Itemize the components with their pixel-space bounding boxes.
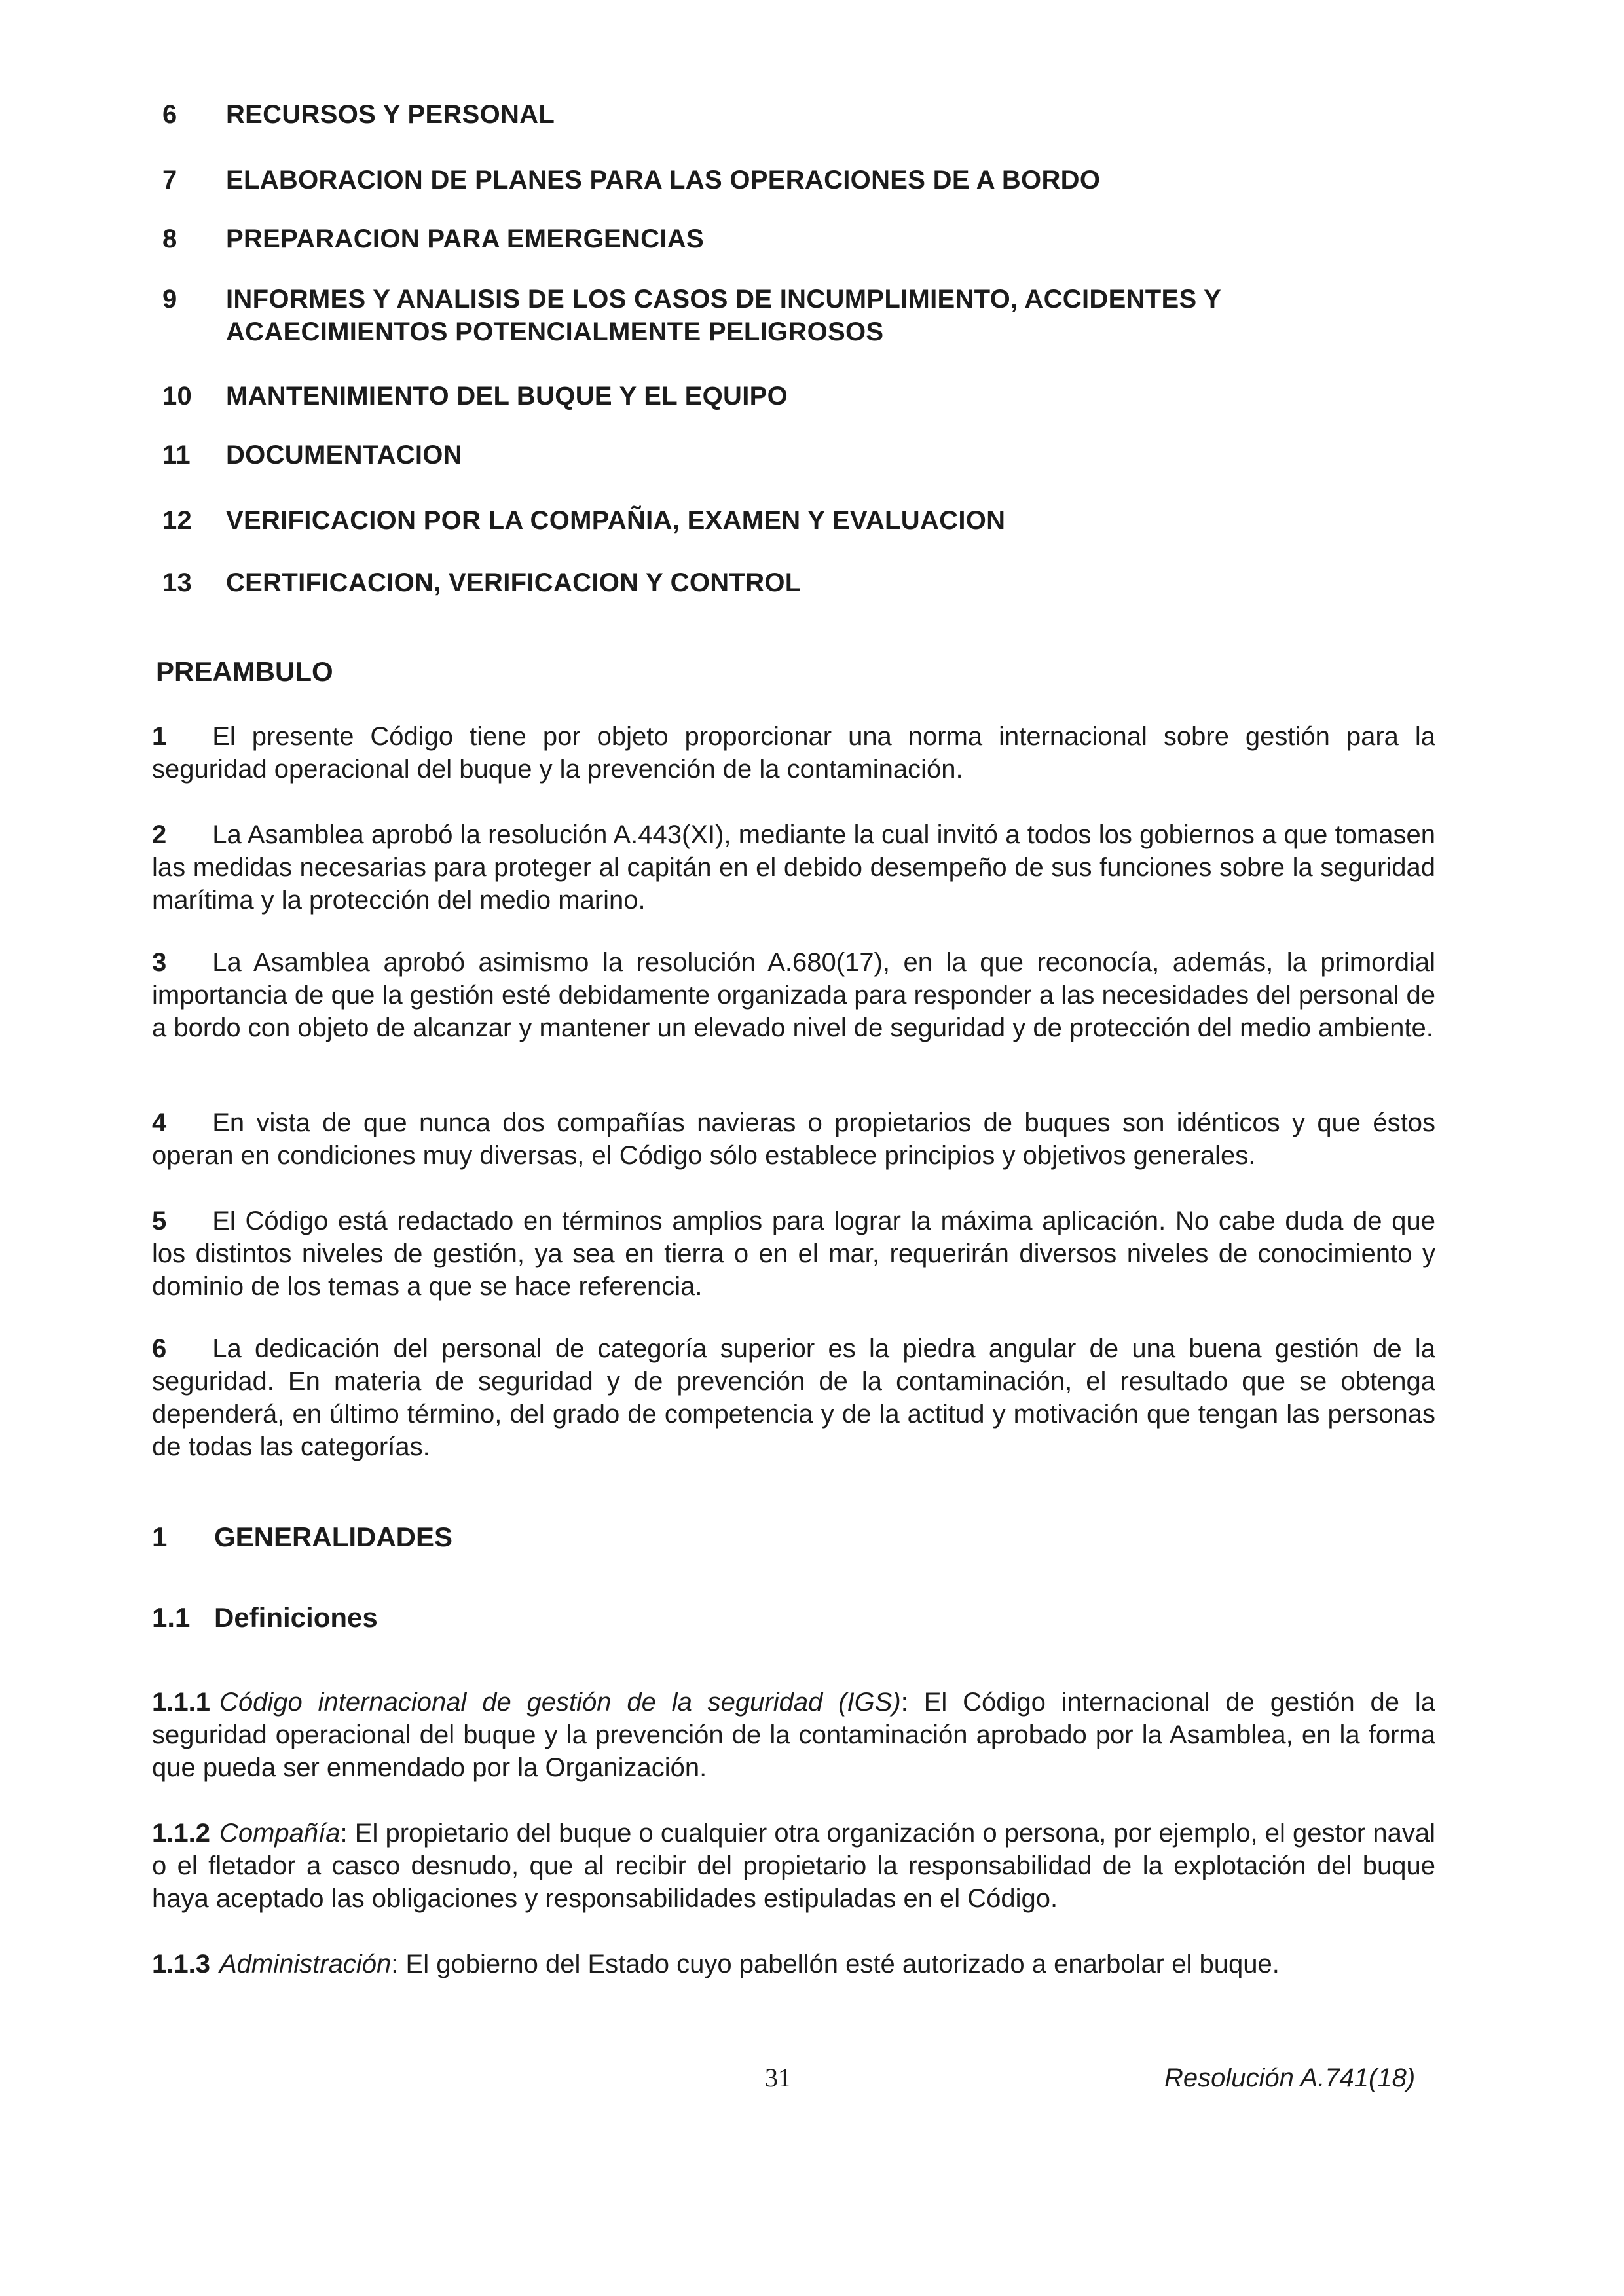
definition-number: 1.1.3: [152, 1950, 210, 1978]
toc-title: MANTENIMIENTO DEL BUQUE Y EL EQUIPO: [226, 382, 788, 410]
toc-item: [162, 439, 1405, 471]
toc-number: 10: [162, 382, 193, 410]
preamble-paragraph: [152, 818, 1435, 917]
toc-item: [162, 283, 1405, 348]
preamble-paragraph: [152, 1106, 1435, 1172]
toc-title: VERIFICACION POR LA COMPAÑIA, EXAMEN Y EVALUACION: [226, 506, 1006, 535]
definition-number: 1.1.2: [152, 1819, 210, 1848]
toc-number: 13: [162, 568, 193, 597]
paragraph-number: 2: [152, 820, 167, 849]
subsection-number: 1.1: [152, 1602, 191, 1633]
toc-item: [162, 504, 1405, 537]
subsection-heading: [152, 1601, 378, 1635]
subsection-title: Definiciones: [214, 1602, 378, 1633]
paragraph-text: La dedicación del personal de categoría superior es la piedra angular de una buena gestión de la seguridad. En materia de seguridad y de prevención de la contaminación, el resultado que se obtenga dependerá, en último término, del grado de competencia y de la actitud y motivación que tengan las personas de todas las categorías.: [152, 1334, 1435, 1461]
paragraph-number: 6: [152, 1334, 167, 1363]
document-reference: Resolución A.741(18): [1164, 2064, 1416, 2092]
page-number: 31: [765, 2063, 791, 2092]
toc-item: [162, 98, 1405, 131]
toc-item: [162, 566, 1405, 599]
definition-term: Código internacional de gestión de la seguridad (IGS): [219, 1688, 901, 1717]
toc-number: 9: [162, 285, 177, 314]
section-title: GENERALIDADES: [214, 1522, 453, 1552]
definition-term: Administración: [219, 1950, 392, 1978]
toc-item: [162, 223, 1405, 255]
definition-paragraph: [152, 1686, 1435, 1784]
section-heading: [152, 1520, 452, 1554]
toc-number: 12: [162, 506, 193, 535]
toc-item: [162, 380, 1405, 412]
paragraph-text: En vista de que nunca dos compañías navieras o propietarios de buques son idénticos y que éstos operan en condiciones muy diversas, el Código sólo establece principios y objetivos generales.: [152, 1108, 1435, 1170]
toc-item: [162, 164, 1405, 196]
definition-paragraph: [152, 1948, 1435, 1980]
toc-title: ELABORACION DE PLANES PARA LAS OPERACIONES DE A BORDO: [226, 166, 1101, 194]
definition-text: : El gobierno del Estado cuyo pabellón esté autorizado a enarbolar el buque.: [391, 1950, 1280, 1978]
section-number: 1: [152, 1522, 168, 1552]
paragraph-number: 1: [152, 722, 167, 751]
paragraph-number: 4: [152, 1108, 167, 1137]
paragraph-text: El presente Código tiene por objeto proporcionar una norma internacional sobre gestión para la seguridad operacional del buque y la prevención de la contaminación.: [152, 722, 1435, 784]
definition-paragraph: [152, 1817, 1435, 1915]
preamble-paragraph: [152, 946, 1435, 1044]
toc-number: 6: [162, 100, 177, 129]
preamble-heading: PREAMBULO: [156, 656, 333, 687]
toc-title: CERTIFICACION, VERIFICACION Y CONTROL: [226, 568, 802, 597]
paragraph-text: La Asamblea aprobó la resolución A.443(XI), mediante la cual invitó a todos los gobiernos a que tomasen las medidas necesarias para proteger al capitán en el debido desempeño de sus funciones sobre la seguridad marítima y la protección del medio marino.: [152, 820, 1435, 915]
definition-text: : El Código internacional de gestión de la seguridad operacional del buque y la prevención de la contaminación aprobado por la Asamblea, en la forma que pueda ser enmendado por la Organización.: [152, 1688, 1435, 1782]
definition-text: : El propietario del buque o cualquier otra organización o persona, por ejemplo, el gestor naval o el fletador a casco desnudo, que al recibir del propietario la responsabilidad de la explotación del buque haya aceptado las obligaciones y responsabilidades estipuladas en el Código.: [152, 1819, 1435, 1913]
toc-number: 8: [162, 225, 177, 253]
paragraph-number: 5: [152, 1207, 167, 1235]
toc-number: 11: [162, 441, 191, 469]
toc-number: 7: [162, 166, 177, 194]
preamble-paragraph: [152, 720, 1435, 786]
preamble-paragraph: [152, 1205, 1435, 1303]
paragraph-text: El Código está redactado en términos amplios para lograr la máxima aplicación. No cabe duda de que los distintos niveles de gestión, ya sea en tierra o en el mar, requerirán diversos niveles de conocimiento y dominio de los temas a que se hace referencia.: [152, 1207, 1435, 1301]
toc-title: INFORMES Y ANALISIS DE LOS CASOS DE INCUMPLIMIENTO, ACCIDENTES Y ACAECIMIENTOS POTENCIALMENTE PELIGROSOS: [226, 285, 1221, 346]
paragraph-text: La Asamblea aprobó asimismo la resolución A.680(17), en la que reconocía, además, la primordial importancia de que la gestión esté debidamente organizada para responder a las necesidades del personal de a bordo con objeto de alcanzar y mantener un elevado nivel de seguridad y de protección del medio ambiente.: [152, 948, 1435, 1042]
toc-title: RECURSOS Y PERSONAL: [226, 100, 555, 129]
definition-number: 1.1.1: [152, 1688, 210, 1717]
toc-title: PREPARACION PARA EMERGENCIAS: [226, 225, 704, 253]
preamble-paragraph: [152, 1332, 1435, 1463]
paragraph-number: 3: [152, 948, 167, 977]
definition-term: Compañía: [219, 1819, 341, 1848]
toc-title: DOCUMENTACION: [226, 441, 462, 469]
